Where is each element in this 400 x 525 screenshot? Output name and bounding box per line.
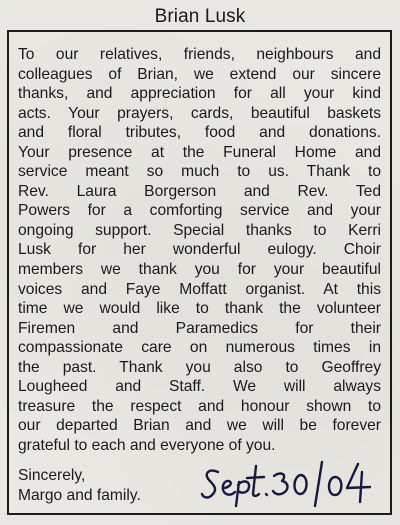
handwritten-date-stroke <box>273 474 288 495</box>
notice-line: compassionate care on numerous times in <box>18 339 381 357</box>
closing-salutation: Sincerely, <box>18 467 86 484</box>
notice-line: Powers for a comforting service and your <box>18 202 381 220</box>
handwritten-date-stroke <box>247 466 264 496</box>
notice-line: Rev. Laura Borgerson and Rev. Ted <box>18 182 381 200</box>
handwritten-date-stroke <box>223 481 235 495</box>
handwritten-date-stroke <box>294 475 306 494</box>
notice-line: time we would like to thank the volunteer <box>18 300 381 318</box>
notice-line: treasure the respect and honour shown to <box>18 397 381 415</box>
notice-line: service meant so much to us. Thank to <box>18 163 381 181</box>
closing-signoff: Margo and family. <box>18 486 141 504</box>
notice-line: members we thank you for your beautiful <box>18 261 381 279</box>
handwritten-date <box>200 458 390 510</box>
notice-line: grateful to each and everyone of you. <box>18 436 276 454</box>
notice-line: Firemen and Paramedics for their <box>18 319 381 337</box>
notice-line: colleagues of Brian, we extend our sincere <box>18 65 381 83</box>
handwritten-date-stroke <box>347 464 370 502</box>
notice-line: thanks, and appreciation for all your kind <box>18 85 381 103</box>
handwritten-date-stroke <box>236 481 249 506</box>
handwritten-date-stroke <box>202 471 218 498</box>
handwritten-date-stroke <box>315 462 322 506</box>
notice-line: Lusk for her wonderful eulogy. Choir <box>18 241 381 259</box>
notice-line: Lougheed and Staff. We will always <box>18 378 381 396</box>
notice-line: Your presence at the Funeral Home and <box>18 143 381 161</box>
notice-line: voices and Faye Moffatt organist. At this <box>18 280 381 298</box>
notice-line: To our relatives, friends, neighbours and <box>18 46 381 63</box>
notice-line: ongoing support. Special thanks to Kerri <box>18 221 381 239</box>
notice-body <box>18 45 381 455</box>
notice-closing <box>18 466 141 505</box>
notice-title: Brian Lusk <box>154 6 246 27</box>
notice-line: our departed Brian and we will be forever <box>18 417 381 435</box>
handwritten-date-stroke <box>266 494 267 495</box>
handwritten-date-stroke <box>329 477 341 495</box>
notice-line: the past. Thank you also to Geoffrey <box>18 358 381 376</box>
notice-line: acts. Your prayers, cards, beautiful baskets <box>18 104 381 122</box>
notice-line: and floral tributes, food and donations. <box>18 124 381 142</box>
